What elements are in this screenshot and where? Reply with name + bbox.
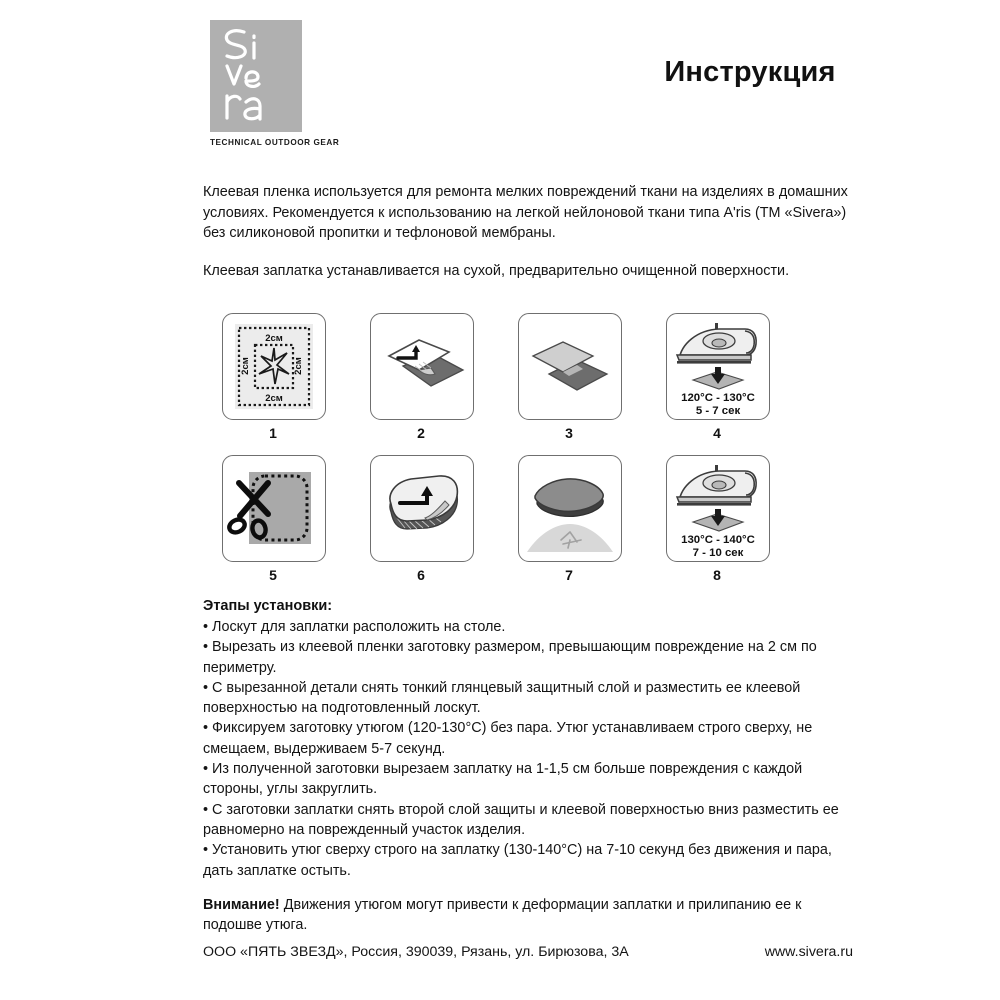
instruction-bullet: • Вырезать из клеевой пленки заготовку размером, превышающим повреждение на 2 см по периметру. [203,639,817,676]
instruction-bullet: • С заготовки заплатки снять второй слой защиты и клеевой поверхностью вниз разместить ее равномерно на поврежденный участок изделия. [203,801,839,838]
peel-backing-sheet-icon [371,314,473,419]
warning-text: Движения утюгом могут привести к деформации заплатки и прилипанию ее к подошве утюга. [203,896,802,934]
intro-paragraph-2: Клеевая заплатка устанавливается на сухой, предварительно очищенной поверхности. [203,262,790,279]
step-8-number: 8 [713,567,721,583]
steps-row-1 [222,313,802,441]
step-1-number: 1 [269,425,277,441]
intro-section [203,182,853,281]
page-header [0,0,1000,165]
step-7 [518,455,620,583]
steps-row-2 [222,455,802,583]
intro-paragraph-1: Клеевая пленка используется для ремонта мелких повреждений ткани на изделиях в домашних условиях. Рекомендуется к использованию на легкой нейлоновой ткани типа A'ris (ТМ «Sivera») без силиконовой пропитки и тефлоновой мембраны. [203,184,848,241]
iron-press-icon [667,314,769,419]
instruction-bullet: • Лоскут для заплатки расположить на столе. [203,619,506,635]
step-6 [370,455,472,583]
step-7-number: 7 [565,567,573,583]
instruction-bullet: • С вырезанной детали снять тонкий глянцевый защитный слой и разместить ее клеевой поверхностью на подготовленный лоскут. [203,679,801,717]
company-address: ООО «ПЯТЬ ЗВЕЗД», Россия, 390039, Рязань, ул. Бирюзова, 3А [203,944,629,960]
damage-margin-diagram-icon [223,314,325,419]
instruction-bullet: • Из полученной заготовки вырезаем заплатку на 1-1,5 см больше повреждения с каждой стороны, углы закруглить. [203,761,803,798]
instructions-heading: Этапы установки: [203,598,333,614]
two-sheets-overlap-icon [519,314,621,419]
step-6-panel [370,455,474,562]
svg-text:120°C - 130°C: 120°C - 130°C [681,392,755,404]
step-8 [666,455,768,583]
scissors-cut-patch-icon [223,456,325,561]
step-4 [666,313,768,441]
svg-text:2см: 2см [265,333,283,344]
instruction-bullet: • Установить утюг сверху строго на заплатку (130-140°С) на 7-10 секунд без движения и пара, дать заплатке остыть. [203,842,832,879]
svg-text:5 - 7 сек: 5 - 7 сек [695,405,741,417]
step-6-number: 6 [417,567,425,583]
instructions-section [203,598,853,935]
step-3-panel [518,313,622,420]
steps-diagram-grid [222,313,802,597]
step-5 [222,455,324,583]
place-patch-on-damage-icon [519,456,621,561]
svg-text:130°C - 140°C: 130°C - 140°C [681,534,755,546]
step-4-panel [666,313,770,420]
step-5-panel [222,455,326,562]
step-3-number: 3 [565,425,573,441]
step-8-panel [666,455,770,562]
step-5-number: 5 [269,567,277,583]
svg-text:2см: 2см [293,357,304,375]
instruction-bullet: • Фиксируем заготовку утюгом (120-130°С) без пара. Утюг устанавливаем строго сверху, не смещаем, выдерживаем 5-7 секунд. [203,720,813,757]
step-7-panel [518,455,622,562]
step-4-number: 4 [713,425,721,441]
company-website[interactable]: www.sivera.ru [764,944,853,960]
page-title: Инструкция [664,56,836,88]
warning-note [203,895,853,936]
step-2 [370,313,472,441]
logo-tagline: TECHNICAL OUTDOOR GEAR [210,138,340,147]
page-footer [203,944,853,960]
svg-text:2см: 2см [240,357,251,375]
step-3 [518,313,620,441]
warning-label: Внимание! [203,896,280,913]
step-1-panel [222,313,326,420]
sivera-logo-icon [210,20,302,132]
peel-second-layer-icon [371,456,473,561]
step-2-number: 2 [417,425,425,441]
step-1 [222,313,324,441]
svg-text:2см: 2см [265,393,283,404]
brand-logo [210,20,340,147]
svg-text:7 - 10 сек: 7 - 10 сек [692,547,744,559]
iron-press-icon [667,456,769,561]
step-2-panel [370,313,474,420]
